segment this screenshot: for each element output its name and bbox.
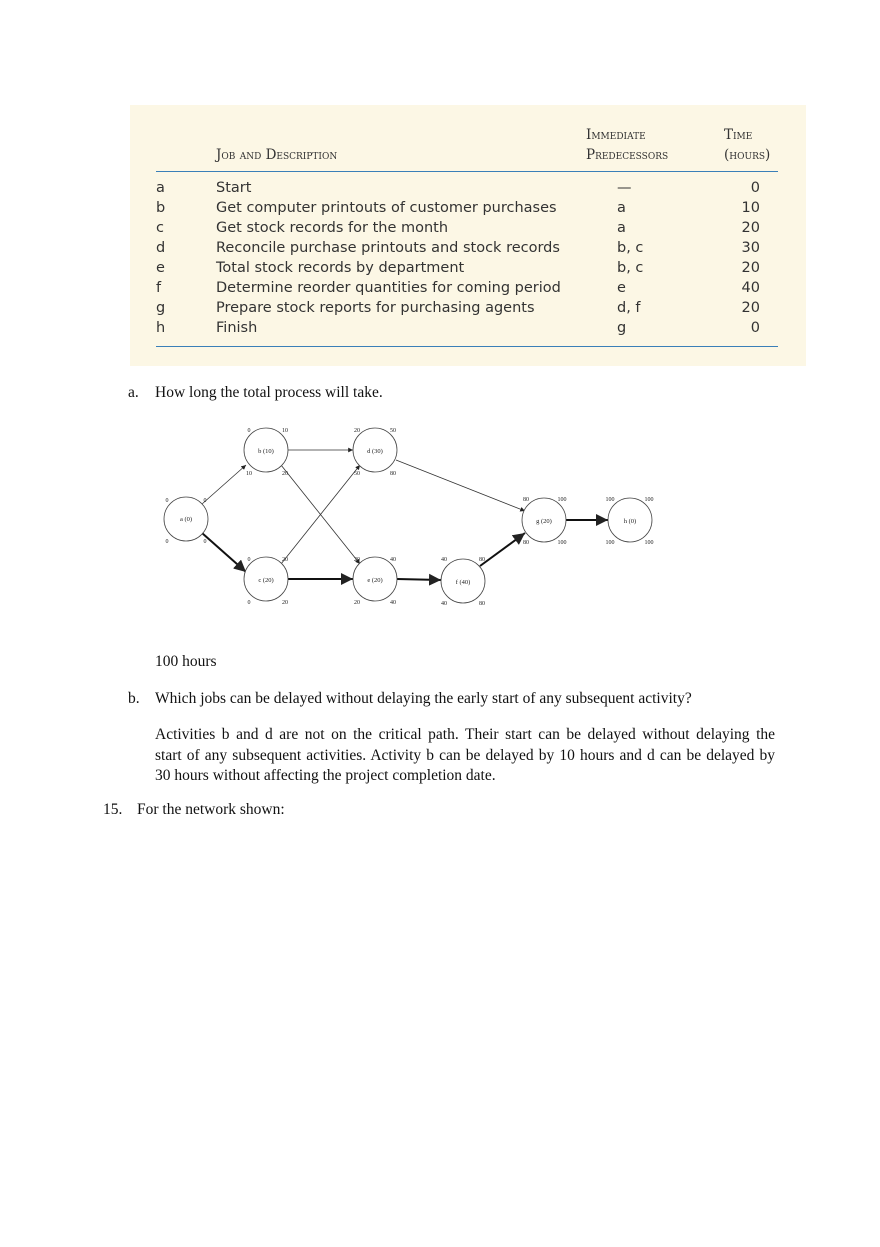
job-description: Determine reorder quantities for coming period: [216, 280, 561, 296]
job-time: 0: [750, 180, 760, 196]
job-description: Prepare stock reports for purchasing agents: [216, 300, 535, 316]
job-id: h: [156, 320, 166, 336]
node-c: [244, 557, 288, 606]
node-es: 100: [605, 497, 615, 503]
job-predecessors: b, c: [617, 240, 644, 256]
node-ls: 50: [354, 471, 360, 477]
job-predecessors: g: [617, 320, 627, 336]
header-pred-line1: Immediate: [586, 127, 646, 143]
table-row: [130, 180, 806, 200]
job-id: f: [156, 280, 162, 296]
job-id: b: [156, 200, 166, 216]
job-time: 20: [741, 260, 760, 276]
activity-table: [130, 105, 806, 366]
node-ef: 50: [390, 428, 396, 434]
edge-a-b: [202, 465, 246, 504]
node-ef: 100: [644, 497, 654, 503]
table-row: [130, 320, 806, 340]
job-description: Get stock records for the month: [216, 220, 449, 236]
node-ef: 80: [479, 557, 485, 563]
node-ls: 10: [246, 471, 252, 477]
answer-b-paragraph: [155, 725, 775, 787]
node-lf: 0: [203, 539, 207, 545]
edge-f-g: [480, 533, 525, 566]
job-predecessors: e: [617, 280, 626, 296]
job-id: e: [156, 260, 165, 276]
job-id: c: [156, 220, 164, 236]
node-ls: 20: [354, 600, 360, 606]
node-ls: 40: [441, 601, 447, 607]
job-description: Finish: [216, 320, 258, 336]
node-b: [244, 428, 288, 477]
node-es: 80: [523, 497, 529, 503]
job-time: 30: [741, 240, 760, 256]
node-es: 20: [354, 557, 360, 563]
table-row: [130, 300, 806, 320]
job-description: Start: [216, 180, 252, 196]
node-ef: 20: [282, 557, 288, 563]
job-predecessors: a: [617, 200, 626, 216]
node-ef: 100: [557, 497, 567, 503]
job-time: 10: [741, 200, 760, 216]
job-time: 40: [741, 280, 760, 296]
question-a-text: How long the total process will take.: [155, 384, 383, 401]
question-15-label: 15.: [103, 801, 123, 818]
node-lf: 80: [479, 601, 485, 607]
answer-b-line: 30 hours without affecting the project completion date.: [155, 767, 496, 784]
node-g: [522, 497, 567, 546]
job-time: 20: [741, 300, 760, 316]
node-lf: 100: [557, 540, 567, 546]
table-row: [130, 280, 806, 300]
node-label: f (40): [455, 579, 471, 586]
node-label: e (20): [367, 577, 383, 584]
table-row: [130, 240, 806, 260]
node-es: 0: [165, 498, 169, 504]
node-ef: 0: [203, 498, 207, 504]
node-ls: 100: [605, 540, 615, 546]
job-description: Get computer printouts of customer purchases: [216, 200, 557, 216]
node-es: 20: [354, 428, 360, 434]
node-lf: 20: [282, 600, 288, 606]
job-id: g: [156, 300, 166, 316]
table-row: [130, 260, 806, 280]
node-label: d (30): [367, 448, 383, 455]
node-label: h (0): [623, 518, 637, 525]
question-a-label: a.: [128, 384, 139, 401]
job-description: Total stock records by department: [216, 260, 465, 276]
answer-a: 100 hours: [155, 653, 217, 670]
network-diagram: [0, 418, 880, 648]
node-ef: 10: [282, 428, 288, 434]
table-row: [130, 220, 806, 240]
node-ls: 80: [523, 540, 529, 546]
node-h: [606, 497, 654, 546]
job-predecessors: —: [617, 180, 632, 196]
node-e: [353, 557, 397, 606]
header-rule: [156, 171, 778, 172]
job-predecessors: a: [617, 220, 626, 236]
answer-b-line: start of any subsequent activities. Activity b can be delayed by 10 hours and d can be delayed by: [155, 746, 775, 764]
header-time-line2: (hours): [724, 147, 771, 163]
node-a: [164, 497, 208, 545]
job-predecessors: b, c: [617, 260, 644, 276]
node-lf: 80: [390, 471, 396, 477]
node-f: [441, 557, 485, 607]
node-es: 40: [441, 557, 447, 563]
answer-b-line: Activities b and d are not on the critical path. Their start can be delayed without delaying the: [155, 726, 775, 743]
node-es: 0: [247, 557, 251, 563]
node-ls: 0: [165, 539, 169, 545]
table-row: [130, 200, 806, 220]
node-ls: 0: [247, 600, 251, 606]
question-b-label: b.: [128, 690, 140, 707]
job-id: d: [156, 240, 166, 256]
node-ef: 40: [390, 557, 396, 563]
job-predecessors: d, f: [617, 300, 641, 316]
node-es: 0: [247, 428, 251, 434]
node-d: [353, 428, 397, 477]
header-time-line1: Time: [724, 127, 753, 143]
node-lf: 20: [282, 471, 288, 477]
question-b-text: Which jobs can be delayed without delaying the early start of any subsequent activity?: [155, 690, 692, 707]
node-label: a (0): [179, 516, 193, 523]
node-lf: 40: [390, 600, 396, 606]
edge-d-g: [396, 460, 525, 511]
job-id: a: [156, 180, 165, 196]
edge-e-f: [397, 579, 441, 580]
job-time: 20: [741, 220, 760, 236]
header-job: Job and Description: [216, 147, 338, 163]
header-pred-line2: Predecessors: [586, 147, 669, 163]
node-label: g (20): [536, 518, 552, 525]
footer-rule: [156, 346, 778, 347]
node-label: c (20): [258, 577, 274, 584]
node-lf: 100: [644, 540, 654, 546]
node-label: b (10): [258, 448, 274, 455]
question-15-text: For the network shown:: [137, 801, 285, 818]
job-time: 0: [750, 320, 760, 336]
job-description: Reconcile purchase printouts and stock records: [216, 240, 560, 256]
edge-a-c: [202, 533, 246, 572]
